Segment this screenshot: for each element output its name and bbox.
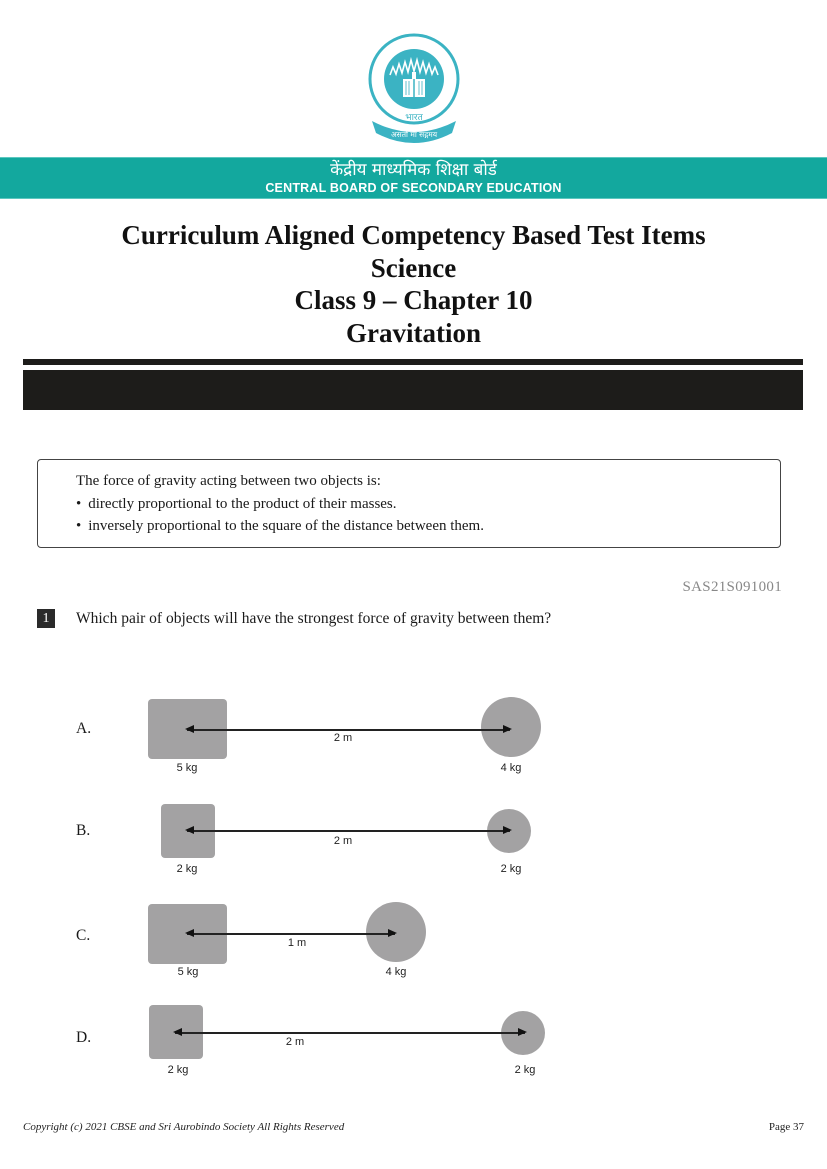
board-banner	[0, 157, 827, 199]
chapter-name: Gravitation	[346, 317, 481, 348]
mass-label-right: 2 kg	[514, 1064, 536, 1076]
document-title-block	[0, 219, 827, 349]
board-name-hindi: केंद्रीय माध्यमिक शिक्षा बोर्ड	[330, 160, 497, 180]
distance-arrow	[187, 729, 510, 731]
question-number-badge: 1	[37, 609, 55, 628]
info-bullet-list	[76, 493, 780, 538]
mass-label-left: 5 kg	[177, 966, 199, 978]
svg-text:असतो मा सद्गमय: असतो मा सद्गमय	[390, 130, 438, 139]
distance-arrow	[175, 1032, 525, 1034]
question-text: Which pair of objects will have the strongest force of gravity between them?	[76, 610, 552, 627]
option-label: D.	[76, 1029, 92, 1046]
mass-label-right: 4 kg	[385, 966, 407, 978]
cbse-logo	[366, 33, 462, 143]
mass-label-right: 2 kg	[500, 863, 522, 875]
mass-label-left: 2 kg	[176, 863, 198, 875]
item-code: SAS21S091001	[682, 579, 782, 595]
divider-thick-bar	[23, 370, 803, 410]
info-bullet: • directly proportional to the product of their masses.	[76, 493, 780, 516]
svg-text:भारत: भारत	[405, 113, 423, 123]
distance-label: 2 m	[333, 835, 353, 847]
info-bullet: • inversely proportional to the square of the distance between them.	[76, 515, 780, 538]
cbse-emblem-icon	[366, 33, 462, 143]
page-number: Page 37	[768, 1121, 804, 1133]
class-chapter-title: Class 9 – Chapter 10	[294, 285, 533, 315]
concept-info-box	[37, 459, 781, 548]
distance-label: 2 m	[333, 732, 353, 744]
distance-arrow	[187, 830, 510, 832]
option-label: A.	[76, 720, 92, 737]
copyright-text: Copyright (c) 2021 CBSE and Sri Aurobindo Society All Rights Reserved	[23, 1121, 345, 1133]
info-intro: The force of gravity acting between two objects is:	[76, 473, 381, 489]
subject-title: Science	[370, 252, 457, 283]
option-label: C.	[76, 927, 91, 944]
distance-label: 1 m	[287, 937, 307, 949]
board-name-english: CENTRAL BOARD OF SECONDARY EDUCATION	[265, 181, 562, 195]
distance-label: 2 m	[285, 1036, 305, 1048]
distance-arrow	[187, 933, 395, 935]
divider-thin	[23, 359, 803, 365]
mass-label-left: 2 kg	[167, 1064, 189, 1076]
mass-label-right: 4 kg	[500, 762, 522, 774]
document-title: Curriculum Aligned Competency Based Test Items	[121, 220, 706, 250]
option-label: B.	[76, 822, 91, 839]
mass-label-left: 5 kg	[176, 762, 198, 774]
